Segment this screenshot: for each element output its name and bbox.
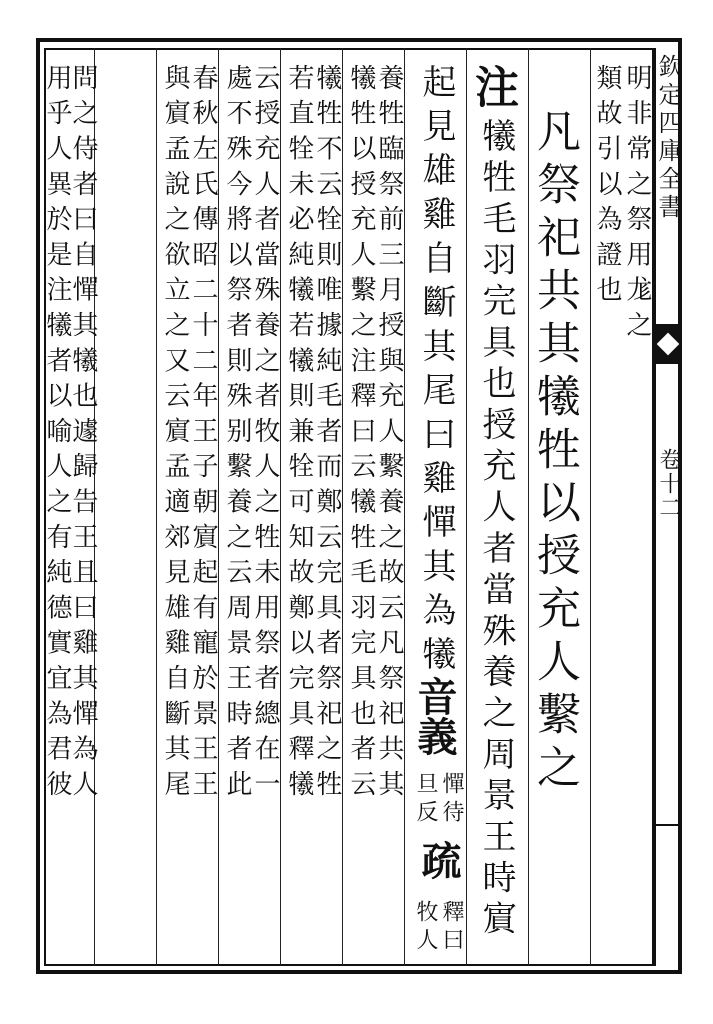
column-rule <box>218 48 219 966</box>
small-note-right: 養牲臨祭前三月授與充人繫養之故云凡祭祀共其 <box>374 64 404 806</box>
small-note-right: 問之侍者曰自憚其犧也遽歸告王且曰雞其憚為人 <box>68 64 98 806</box>
small-note-right: 春秋左氏傳昭二十二年王子朝賔起有寵於景王王 <box>188 64 218 806</box>
column-5 <box>344 48 404 966</box>
page-frame <box>36 38 682 974</box>
juan-number: 卷十二 <box>656 448 681 520</box>
column-4 <box>408 64 464 964</box>
column-rule <box>466 48 467 966</box>
shu-note-right: 釋曰 <box>439 900 464 956</box>
shu-note-left: 牧人 <box>413 900 438 956</box>
column-rule <box>590 48 591 966</box>
commentary-text: 犧牲毛羽完具也授充人者當殊養之周景王時賔 <box>476 118 516 942</box>
main-text-column: 凡祭祀共其犧牲以授充人繫之 <box>529 108 580 797</box>
column-rule <box>280 48 281 966</box>
small-note-left: 處不殊今將以祭者則殊别繫養之云周景王時者此 <box>222 64 252 806</box>
small-note-left: 用乎人異於是注犧者以喻人之有純德實宜為君彼 <box>42 64 72 806</box>
yinyi-note-left: 旦反 <box>413 772 438 828</box>
column-rule <box>404 48 405 966</box>
small-note-right: 云授充人者當殊養之者牧人之牲未用祭者總在一 <box>250 64 280 806</box>
column-6 <box>282 48 342 966</box>
small-note-left: 若直牷未必純犧若犧則兼牷可知故鄭以完具釋犧 <box>284 64 314 806</box>
column-rule <box>342 48 343 966</box>
column-1 <box>592 48 652 966</box>
commentary-text: 起見雄雞自斷其尾曰雞憚其為犧 <box>416 64 456 680</box>
small-note-left: 犧牲以授充人繫之注釋曰云犧牲毛羽完具也者云 <box>346 64 376 806</box>
page-margin-band <box>654 38 682 974</box>
column-9 <box>42 48 98 966</box>
shu-label: 疏 <box>415 840 462 892</box>
column-3 <box>467 64 524 964</box>
small-note-left: 類故引以為證也 <box>592 64 622 312</box>
yinyi-label: 音義 <box>411 676 458 756</box>
text-area <box>44 48 654 966</box>
column-rule <box>156 48 157 966</box>
column-7 <box>220 48 280 966</box>
yinyi-note-right: 憚待 <box>439 772 464 828</box>
small-note-right: 犧牲不云牷則唯據純毛者而鄭云完具者祭祀之牲 <box>312 64 342 806</box>
book-title: 欽定四庫全書 <box>654 54 682 222</box>
margin-bottom-line <box>654 824 682 826</box>
column-8 <box>158 48 218 966</box>
small-note-right: 明非常之祭用尨之 <box>622 64 652 347</box>
fish-tail-mark <box>654 324 682 364</box>
small-note-left: 與賔孟說之欲立之又云賔孟適郊見雄雞自斷其尾 <box>160 64 190 806</box>
zhu-label: 注 <box>467 64 518 120</box>
